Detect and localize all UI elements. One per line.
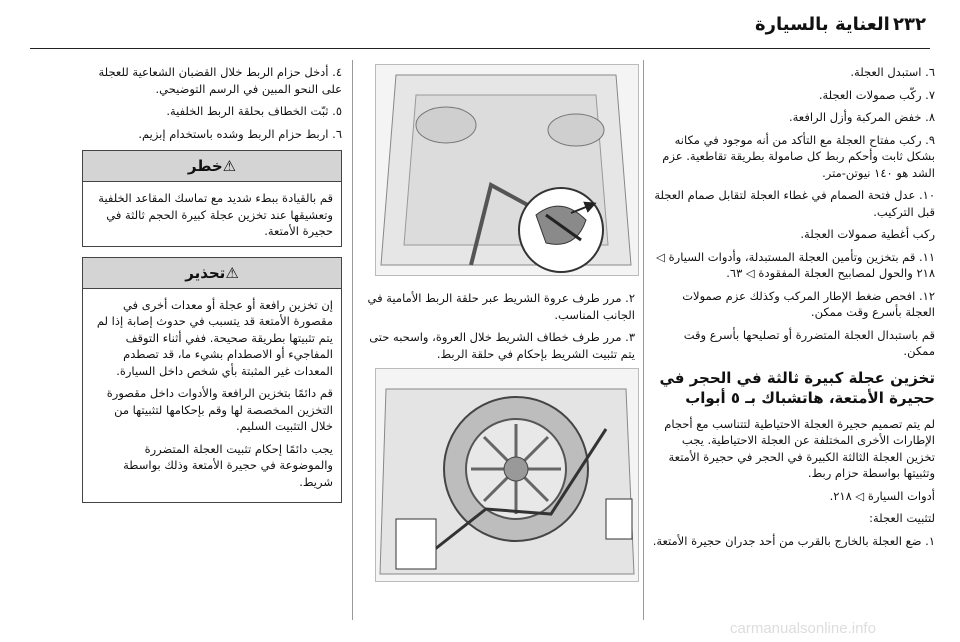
section-paragraph: لم يتم تصميم حجيرة العجلة الاحتياطية لتتناسب مع أحجام الإطارات الأخرى المختلفة عن العجلة الاحتياطية. يجب تخزين العجلة الثالثة الكبيرة في الحجر في حجيرة الأمتعة وتثبيتها بواسطة حزام ربط.	[664, 416, 935, 480]
column-divider-right	[643, 60, 644, 620]
secure-subheading: لتثبيت العجلة:	[869, 511, 935, 525]
secure-step-1: ١. ضع العجلة بالخارج بالقرب من أحد جدران حجيرة الأمتعة.	[652, 533, 935, 548]
section-heading: تخزين عجلة كبيرة ثالثة في الحجر في حجيرة الأمتعة، هاتشباك بـ ٥ أبواب	[659, 368, 935, 407]
warning-triangle-icon: ⚠	[222, 157, 237, 175]
step-8: ٨. خفض المركبة وأزل الرافعة.	[788, 110, 935, 124]
watermark: carmanualsonline.info	[730, 620, 876, 637]
replace-note: قم باستبدال العجلة المتضررة أو تصليحها بأسرع وقت ممكن.	[683, 327, 935, 358]
step-5: ٥. ثبّت الخطاف بحلقة الربط الخلفية.	[166, 104, 342, 118]
left-column	[82, 64, 342, 513]
trunk-strap-illustration	[376, 65, 638, 275]
column-divider-left	[352, 60, 353, 620]
right-column	[650, 64, 935, 555]
warning-box	[82, 257, 342, 504]
step-4: ٤. أدخل حزام الربط خلال القضبان الشعاعية للعجلة على النحو المبين في الرسم التوضيحي.	[98, 65, 342, 96]
step-7: ٧. ركّب صمولات العجلة.	[818, 87, 935, 102]
danger-box	[82, 150, 342, 247]
step-3: ٣. مرر طرف خطاف الشريط خلال العروة، واسحبه حتى يتم تثبيت الشريط بإحكام في حلقة الربط.	[369, 330, 635, 361]
warning-title: تحذير	[185, 263, 226, 282]
page-title: العناية بالسيارة	[755, 14, 890, 35]
danger-header	[83, 151, 341, 182]
step-12: ١٢. افحص ضغط الإطار المركب وكذلك عزم صمولات العجلة بأسرع وقت ممكن.	[682, 288, 935, 319]
step-9: ٩. ركب مفتاح العجلة مع التأكد من أنه موجود في مكانه بشكل ثابت وأحكم ربط كل صامولة بطريقة تقاطعية. عزم الشد هو ١٤٠ نيوتن-متر.	[662, 132, 935, 180]
tools-reference: أدوات السيارة ◁ ٢١٨.	[829, 488, 935, 503]
page-number: ٢٣٢	[893, 14, 926, 35]
header-rule	[30, 48, 930, 49]
warning-p2: قم دائمًا بتخزين الرافعة والأدوات داخل مقصورة التخزين المخصصة لها وقم بإحكامها لتثبيتها من خلال التثبيت السليم.	[106, 386, 333, 433]
page-header	[0, 0, 960, 48]
step-2: ٢. مرر طرف عروة الشريط عبر حلقة الربط الأمامية في الجانب المناسب.	[367, 291, 635, 322]
step-6: ٦. استبدل العجلة.	[850, 65, 935, 79]
warning-header	[83, 258, 341, 289]
middle-text	[365, 290, 635, 368]
figure-wheel-strapped	[375, 368, 639, 582]
wheel-strap-illustration	[376, 369, 638, 581]
step-10-note: ركب أغطية صمولات العجلة.	[800, 227, 935, 241]
warning-triangle-icon: ⚠	[225, 263, 239, 282]
step-6-strap: ٦. اربط حزام الربط وشده باستخدام إبزيم.	[138, 126, 342, 141]
warning-body	[83, 289, 341, 503]
warning-p3: يجب دائمًا إحكام تثبيت العجلة المتضررة والموضوعة في حجيرة الأمتعة وذلك بواسطة شريط.	[123, 441, 333, 489]
danger-text: قم بالقيادة ببطء شديد مع تماسك المقاعد الخلفية وتعشيقها عند تخزين عجلة كبيرة الحجم ثالثة في حجيرة الأمتعة.	[98, 191, 333, 238]
step-10: ١٠. عدل فتحة الصمام في غطاء العجلة لتقابل صمام العجلة قبل التركيب.	[654, 188, 935, 219]
warning-p1: إن تخزين رافعة أو عجلة أو معدات أخرى في مقصورة الأمتعة قد يتسبب في حدوث إصابة إذا لم يتم تثبيتها بطريقة صحيحة. ففي أثناء التوقف المفاجيء أو الاصطدام بشيء ما، قد تصطدم المعدات غير المثبتة بأي شخص داخل السيارة.	[96, 297, 333, 378]
step-11: ١١. قم بتخزين وتأمين العجلة المستبدلة، وأدوات السيارة ◁ ٢١٨ والحول لمصابيح العجلة المفقودة ◁ ٦٣.	[656, 249, 935, 280]
danger-title: خطر	[187, 157, 223, 175]
figure-strap-front-ring	[375, 64, 639, 276]
